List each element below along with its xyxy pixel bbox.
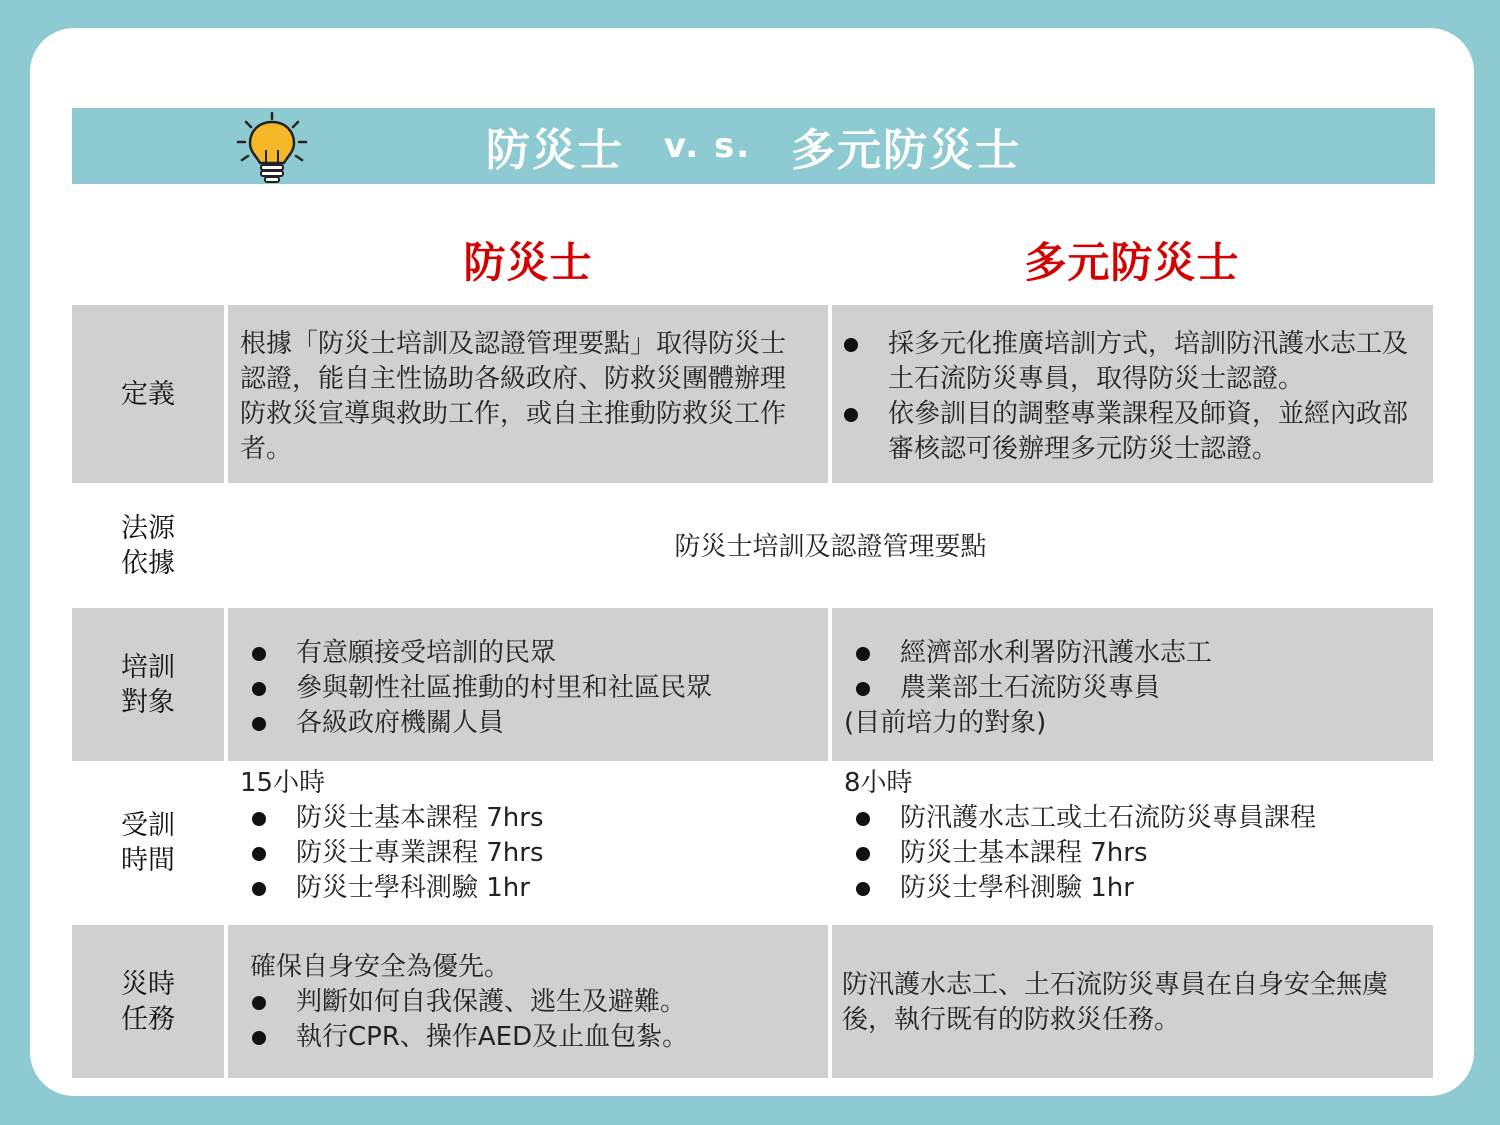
- row-label-hours: [72, 765, 224, 920]
- list-item: 農業部土石流防災專員: [844, 671, 1433, 706]
- list-item: 有意願接受培訓的民眾: [240, 636, 828, 671]
- list-item: 判斷如何自我保護、逃生及避難。: [240, 985, 828, 1020]
- list-item: 參與韌性社區推動的村里和社區民眾: [240, 671, 828, 706]
- title-right: 多元防災士: [791, 125, 1022, 176]
- list-item: 採多元化推廣培訓方式，培訓防汛護水志工及土石流防災專員，取得防災士認證。: [832, 327, 1421, 397]
- hours-right-cell: [832, 766, 1433, 916]
- label-duty-2: 任務: [121, 1003, 175, 1035]
- hours-left-cell: [228, 766, 828, 916]
- hours-right-list: [844, 801, 1433, 906]
- definition-right-cell: [832, 305, 1433, 483]
- list-item: 防災士學科測驗 1hr: [844, 871, 1433, 906]
- trainees-right-note: (目前培力的對象): [844, 708, 1047, 738]
- list-item: 各級政府機關人員: [240, 706, 828, 741]
- label-legal-1: 法源: [121, 513, 175, 544]
- list-item: 防汛護水志工或土石流防災專員課程: [844, 801, 1433, 836]
- trainees-left-cell: [228, 608, 828, 761]
- label-hours-1: 受訓: [121, 809, 175, 841]
- duty-left-cell: [228, 925, 828, 1078]
- duty-left-intro: 確保自身安全為優先。: [250, 952, 511, 982]
- duty-left-list: [240, 985, 828, 1055]
- label-definition: 定義: [121, 378, 175, 410]
- trainees-right-cell: [832, 608, 1433, 761]
- list-item: 防災士基本課程 7hrs: [240, 801, 828, 836]
- list-item: 經濟部水利署防汛護水志工: [844, 636, 1433, 671]
- hours-left-list: [240, 801, 828, 906]
- row-label-duty: [72, 925, 224, 1078]
- label-hours-2: 時間: [121, 844, 175, 876]
- lightbulb-icon: [236, 110, 308, 184]
- row-label-trainees: [72, 608, 224, 761]
- label-duty-1: 災時: [121, 968, 175, 1000]
- list-item: 防災士學科測驗 1hr: [240, 871, 828, 906]
- label-trainees-1: 培訓: [121, 651, 175, 683]
- list-item: 依參訓目的調整專業課程及師資，並經內政部審核認可後辦理多元防災士認證。: [832, 397, 1421, 467]
- hours-left-total: 15小時: [240, 768, 326, 798]
- definition-left-cell: [228, 305, 828, 483]
- definition-left-text: 根據「防災士培訓及認證管理要點」取得防災士認證，能自主性協助各級政府、防救災團體辦理防救災宣導與救助工作，或自主推動防救災工作者。: [240, 329, 787, 464]
- duty-right-cell: [832, 925, 1433, 1078]
- label-legal-2: 依據: [121, 548, 175, 579]
- column-heading-left: 防災士: [463, 238, 593, 287]
- duty-right-text: 防汛護水志工、土石流防災專員在自身安全無虞後，執行既有的防救災任務。: [842, 970, 1389, 1035]
- list-item: 防災士專業課程 7hrs: [240, 836, 828, 871]
- list-item: 防災士基本課程 7hrs: [844, 836, 1433, 871]
- trainees-left-list: [240, 636, 828, 741]
- label-trainees-2: 對象: [121, 686, 175, 718]
- list-item: 執行CPR、操作AED及止血包紮。: [240, 1020, 828, 1055]
- title-left: 防災士: [485, 125, 624, 176]
- row-label-legal: [72, 488, 224, 604]
- definition-right-list: [832, 327, 1421, 467]
- title-vs: v. s.: [663, 126, 752, 166]
- row-label-definition: [72, 305, 224, 483]
- legal-source-text: 防災士培訓及認證管理要點: [674, 532, 987, 562]
- trainees-right-list: [844, 636, 1433, 706]
- hours-right-total: 8小時: [844, 768, 913, 798]
- column-heading-right: 多元防災士: [1024, 238, 1240, 287]
